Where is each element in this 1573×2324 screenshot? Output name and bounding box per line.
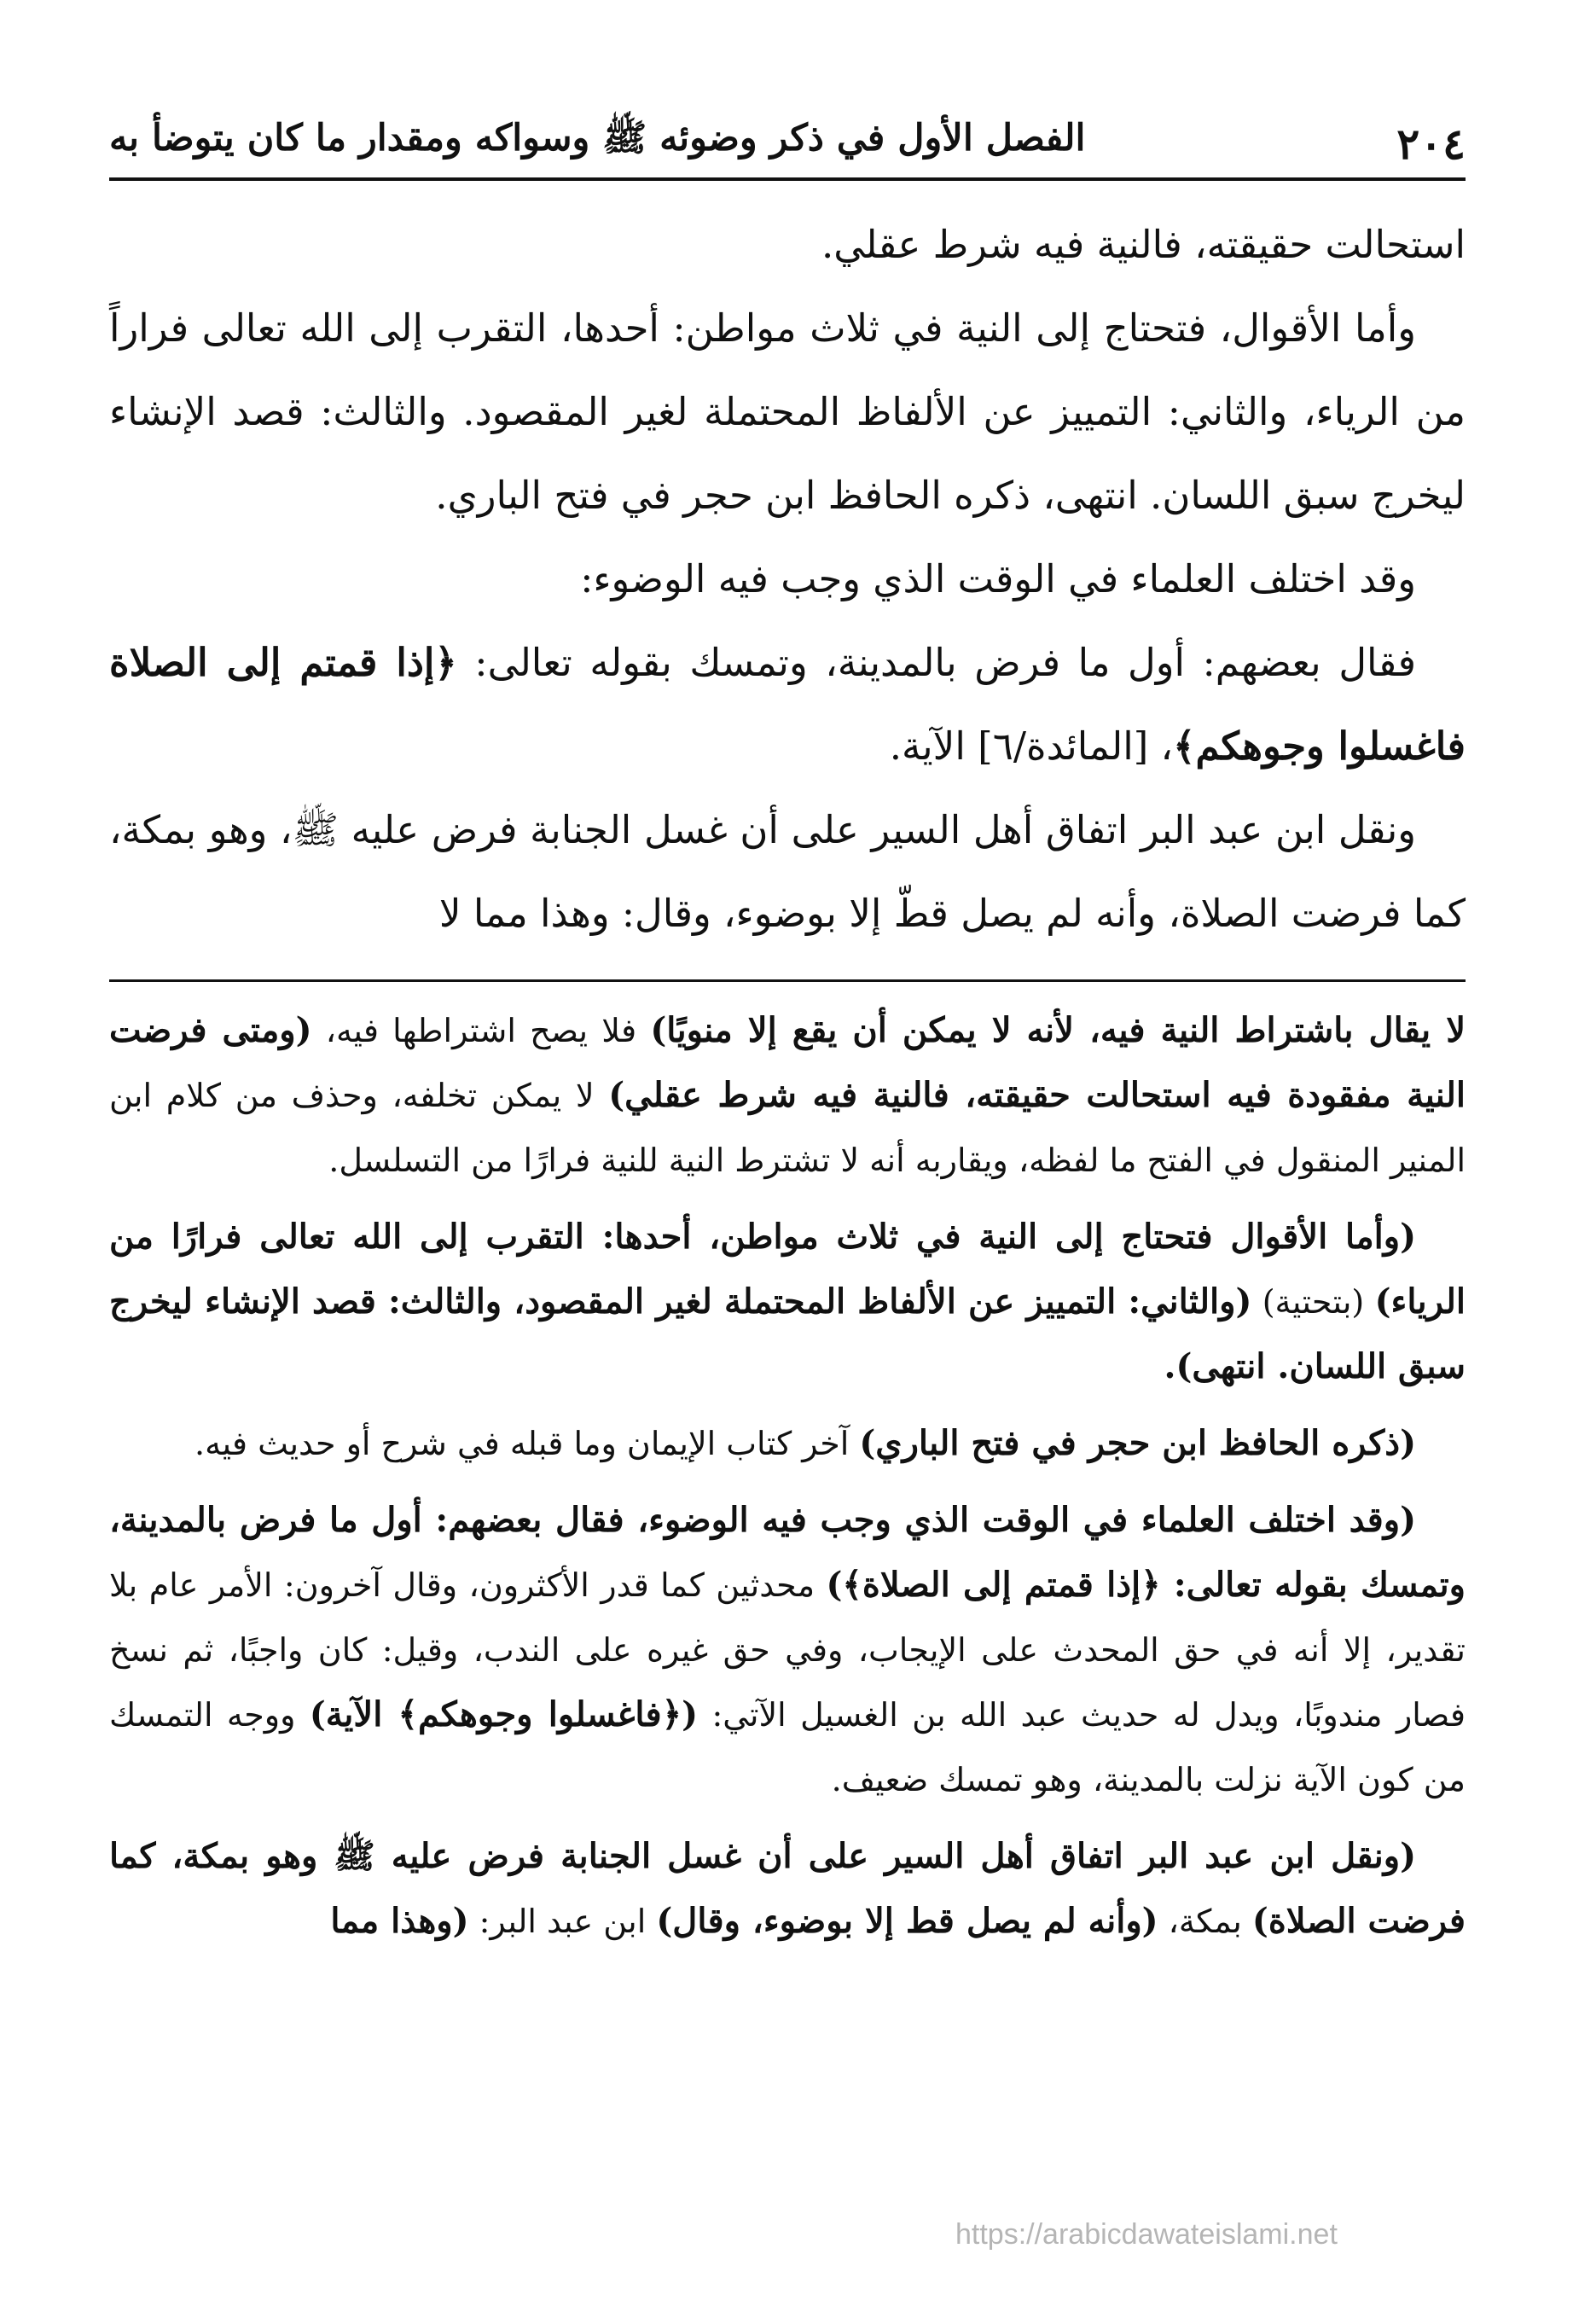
commentary-paragraph-2 [109,1205,1466,1399]
commentary-paragraph-4 [109,1488,1466,1812]
matn-text: ، [المائدة/٦] الآية. [889,723,1174,769]
running-title: الفصل الأول في ذكر وضوئه ﷺ وسواكه ومقدار ما كان يتوضأ به [109,117,1086,160]
commentary-text: محدثين كما قدر الأكثرون، وقال آخرون: الأمر عام بلا تقدير، إلا أنه في حق المحدث على الإيجاب، وفي حق غيره على الندب، وقيل: كان واجبًا، ثم نسخ فصار مندوبًا، ويدل له حديث عبد الله بن الغسيل الآتي: [109,1566,1466,1734]
matn-paragraph-5: ونقل ابن عبد البر اتفاق أهل السير على أن غسل الجنابة فرض عليه ﷺ، وهو بمكة، كما فرضت الصلاة، وأنه لم يصل قطّ إلا بوضوء، وقال: وهذا مما لا [109,807,1466,936]
matn-paragraph-4 [109,621,1466,788]
matn-paragraph-3: وقد اختلف العلماء في الوقت الذي وجب فيه الوضوء: [580,556,1416,601]
commentary-text: (بتحتية) [1251,1283,1375,1321]
commentary-paragraph-5 [109,1824,1466,1954]
watermark-url: https://arabicdawateislami.net [955,2218,1338,2251]
matn-paragraph-2: وأما الأقوال، فتحتاج إلى النية في ثلاث مواطن: أحدها، التقرب إلى الله تعالى فراراً من الرياء، والثاني: التمييز عن الألفاظ المحتملة لغير المقصود. والثالث: قصد الإنشاء ليخرج سبق اللسان. انتهى، ذكره الحافظ ابن حجر في فتح الباري. [109,305,1466,518]
quoted-text: (وأما الأقوال فتحتاج إلى النية في ثلاث مواطن، أحدها: التقرب إلى الله تعالى فرارًا من الرياء) [109,1217,1466,1322]
quran-verse: ﴿إذا قمتم إلى الصلاة فاغسلوا وجوهكم﴾ [109,640,1466,769]
quoted-text: (وأنه لم يصل قط إلا بوضوء، وقال) [656,1901,1158,1941]
commentary-text: بمكة، [1158,1903,1252,1940]
commentary-text: ووجه التمسك من كون الآية نزلت بالمدينة، وهو تمسك ضعيف. [109,1696,1466,1798]
commentary-text: فلا يصح اشتراطها فيه، [311,1012,651,1049]
main-text [109,203,1466,956]
header-divider [109,177,1466,181]
quoted-text: لا يقال باشتراط النية فيه، لأنه لا يمكن أن يقع إلا منويًا) [650,1010,1466,1050]
quoted-text: (ذكره الحافظ ابن حجر في فتح الباري) [859,1423,1416,1463]
commentary-paragraph-3 [109,1411,1466,1476]
quoted-text: (ومتى فرضت النية مفقودة فيه استحالت حقيقته، فالنية فيه شرط عقلي) [109,1010,1466,1115]
matn-paragraph-1: استحالت حقيقته، فالنية فيه شرط عقلي. [821,222,1466,267]
quoted-text: (وهذا مما [330,1901,469,1941]
book-page [109,0,1466,2324]
matn-text: فقال بعضهم: أول ما فرض بالمدينة، وتمسك بقوله تعالى: [456,640,1416,685]
quoted-text: (والثاني: التمييز عن الألفاظ المحتملة لغير المقصود، والثالث: قصد الإنشاء ليخرج سبق اللسان. انتهى). [109,1281,1466,1386]
page-number: ٢٠٤ [1396,119,1466,169]
page-header [109,101,1466,169]
quoted-text: (ونقل ابن عبد البر اتفاق أهل السير على أن غسل الجنابة فرض عليه ﷺ وهو بمكة، كما فرضت الصلاة) [109,1836,1466,1941]
quoted-text: (وقد اختلف العلماء في الوقت الذي وجب فيه الوضوء، فقال بعضهم: أول ما فرض بالمدينة، وتمسك بقوله تعالى: ﴿إذا قمتم إلى الصلاة﴾) [109,1500,1466,1605]
commentary-divider [109,979,1466,982]
commentary-text: ابن عبد البر: [468,1903,657,1940]
commentary [109,998,1466,1966]
commentary-text: آخر كتاب الإيمان وما قبله في شرح أو حديث فيه. [194,1425,860,1462]
commentary-paragraph-1 [109,998,1466,1193]
commentary-text: لا يمكن تخلفه، وحذف من كلام ابن المنير المنقول في الفتح ما لفظه، ويقاربه أنه لا تشترط النية للنية فرارًا من التسلسل. [109,1077,1466,1179]
quoted-text: (﴿فاغسلوا وجوهكم﴾ الآية) [309,1694,699,1734]
